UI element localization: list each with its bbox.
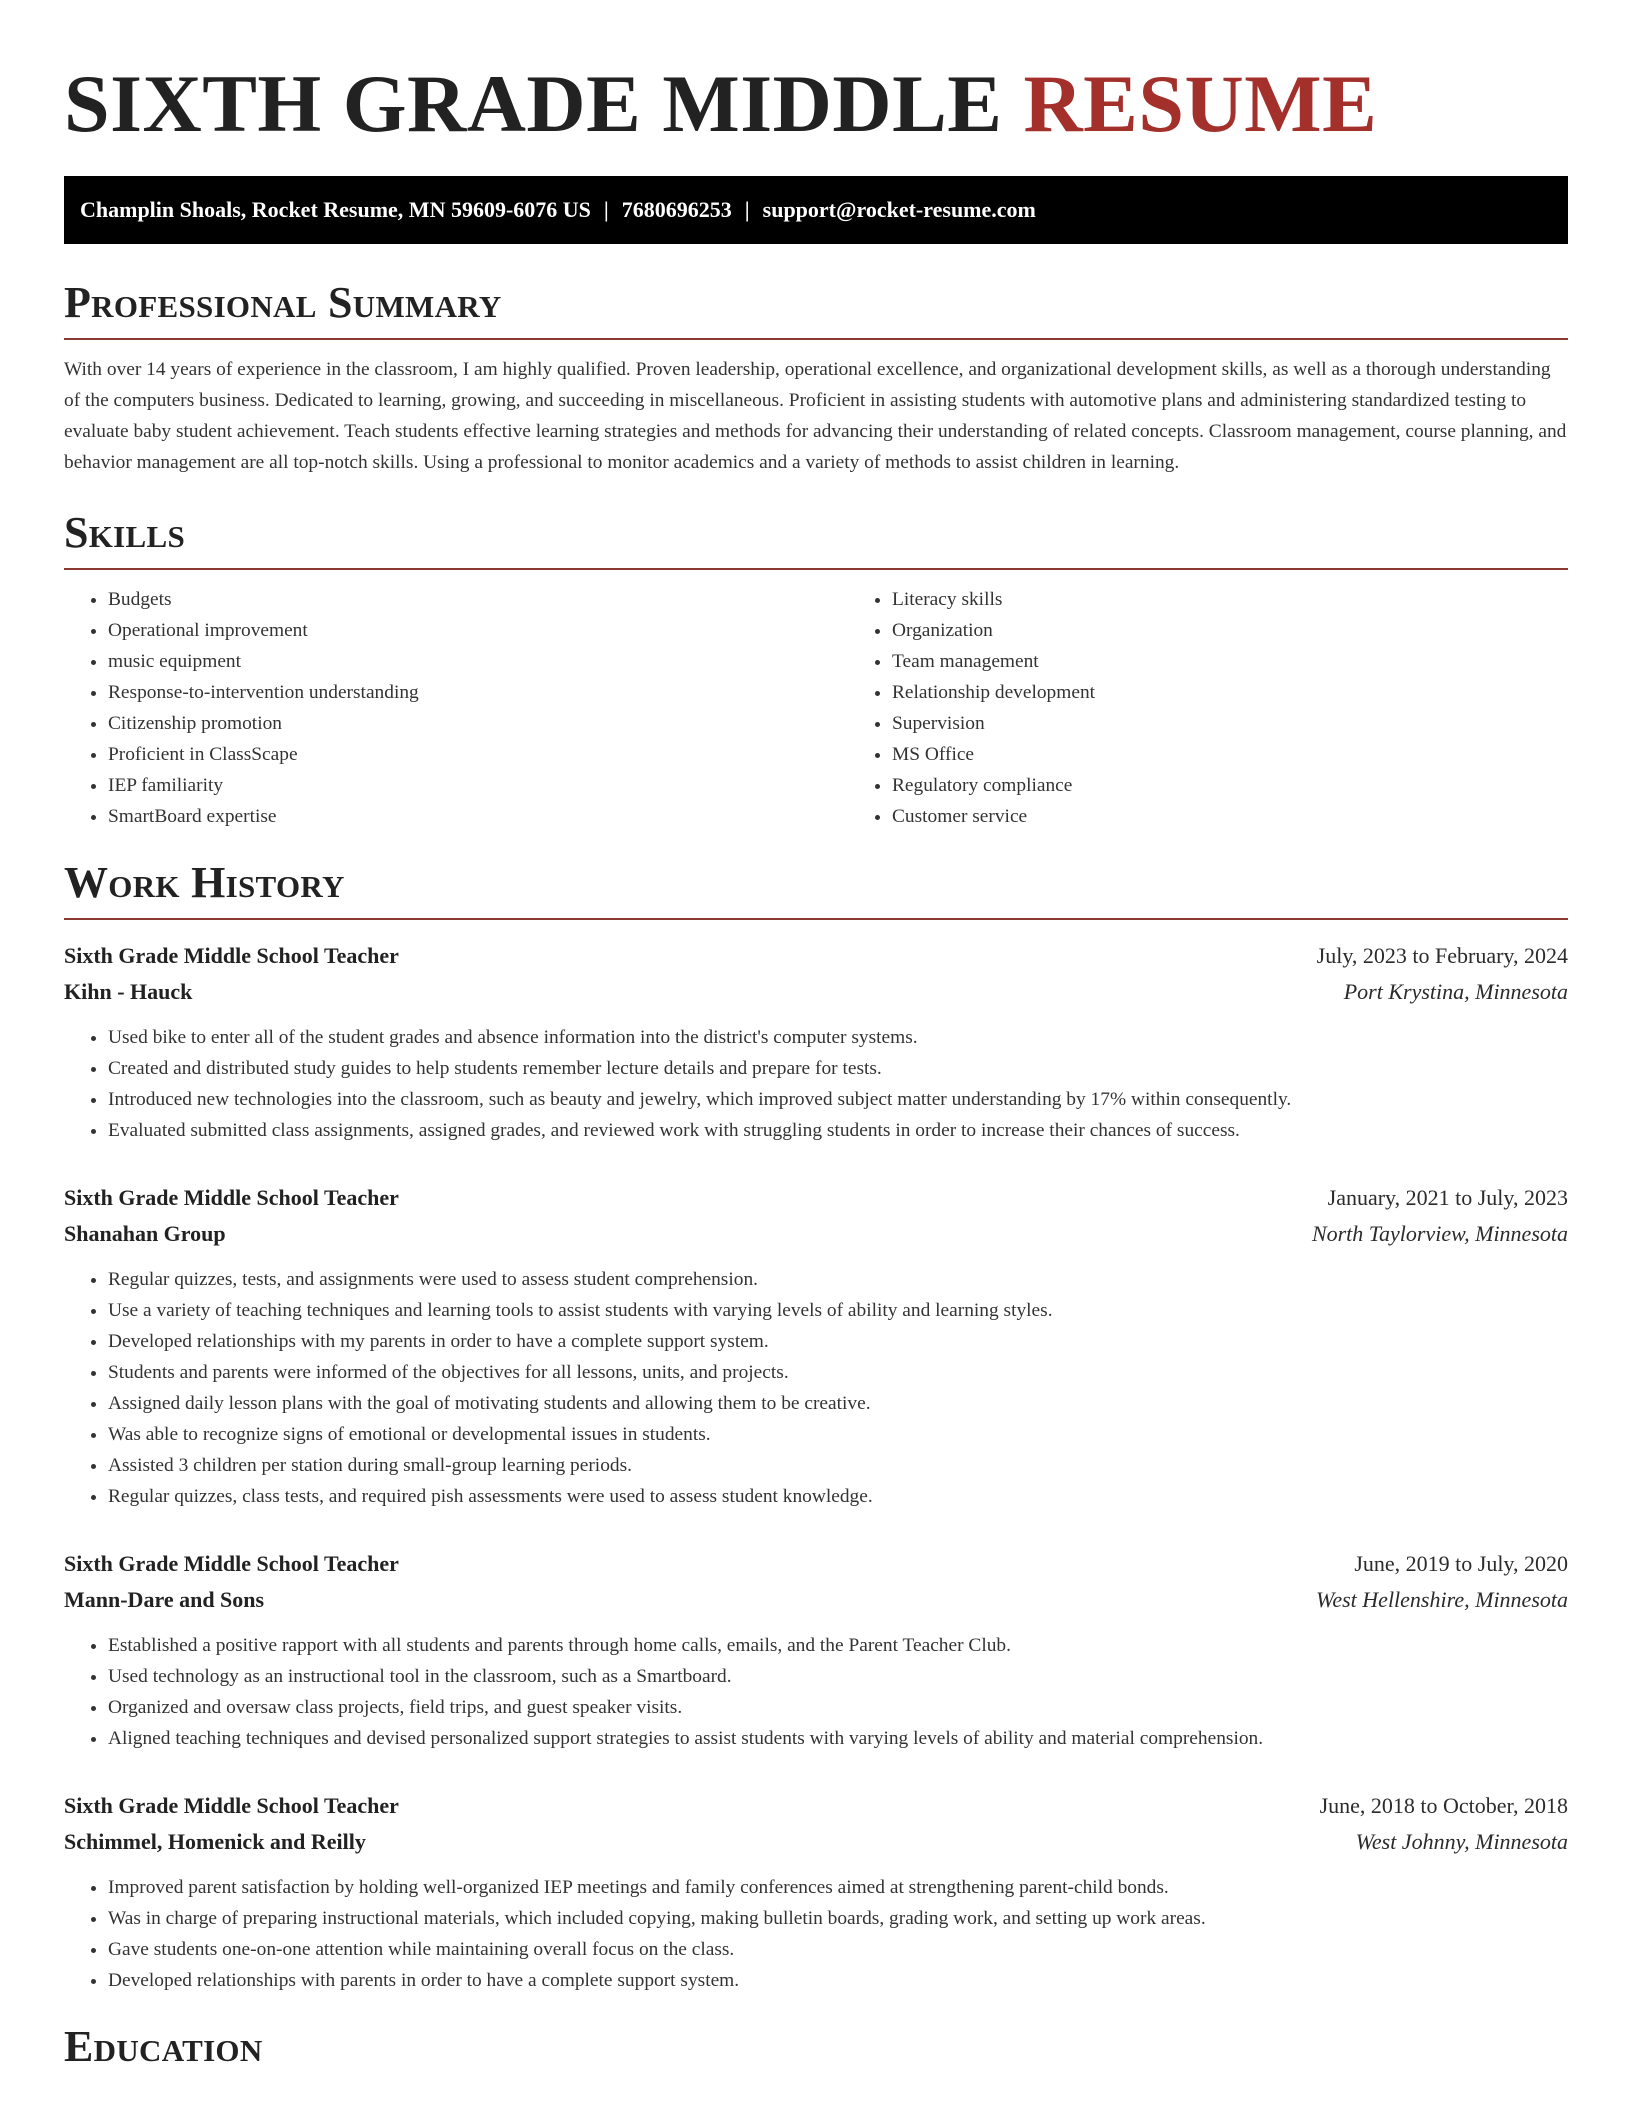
resume-title-main: SIXTH GRADE MIDDLE bbox=[64, 58, 1003, 149]
skill-item: • SmartBoard expertise bbox=[108, 801, 848, 832]
job-bullet: • Was able to recognize signs of emotional or developmental issues in students. bbox=[108, 1419, 1568, 1450]
job-header-row bbox=[64, 938, 1568, 974]
skill-item: • Organization bbox=[892, 615, 1568, 646]
job-bullet: • Created and distributed study guides to help students remember lecture details and prepare for tests. bbox=[108, 1053, 1568, 1084]
job-header-row bbox=[64, 1546, 1568, 1582]
contact-separator: | bbox=[603, 197, 609, 222]
job-bullets bbox=[64, 1264, 1568, 1512]
job-bullets bbox=[64, 1872, 1568, 1996]
job-bullet: • Organized and oversaw class projects, field trips, and guest speaker visits. bbox=[108, 1692, 1568, 1723]
job-bullet: • Gave students one-on-one attention while maintaining overall focus on the class. bbox=[108, 1934, 1568, 1965]
job-entry bbox=[64, 938, 1568, 1146]
job-company-row bbox=[64, 974, 1568, 1010]
skill-item: • Budgets bbox=[108, 584, 848, 615]
resume-page bbox=[64, 0, 1568, 2072]
job-bullet: • Used bike to enter all of the student grades and absence information into the district's computer systems. bbox=[108, 1022, 1568, 1053]
section-divider bbox=[64, 568, 1568, 570]
job-company: Shanahan Group bbox=[64, 1221, 226, 1246]
job-bullet: • Used technology as an instructional tool in the classroom, such as a Smartboard. bbox=[108, 1661, 1568, 1692]
job-company-row bbox=[64, 1582, 1568, 1618]
job-location: West Hellenshire, Minnesota bbox=[1316, 1587, 1568, 1612]
job-bullet: • Introduced new technologies into the classroom, such as beauty and jewelry, which improved subject matter understanding by 17% within consequently. bbox=[108, 1084, 1568, 1115]
job-header-row bbox=[64, 1788, 1568, 1824]
job-title: Sixth Grade Middle School Teacher bbox=[64, 1185, 399, 1210]
job-entry bbox=[64, 1546, 1568, 1754]
job-title: Sixth Grade Middle School Teacher bbox=[64, 1793, 399, 1818]
skills-column-right bbox=[848, 584, 1568, 832]
skill-item: • Proficient in ClassScape bbox=[108, 739, 848, 770]
skill-item: • IEP familiarity bbox=[108, 770, 848, 801]
contact-separator: | bbox=[744, 197, 750, 222]
skill-item: • music equipment bbox=[108, 646, 848, 677]
contact-phone: 7680696253 bbox=[621, 197, 732, 222]
job-bullet: • Evaluated submitted class assignments, assigned grades, and reviewed work with struggling students in order to increase their chances of success. bbox=[108, 1115, 1568, 1146]
job-company: Kihn - Hauck bbox=[64, 979, 193, 1004]
job-bullet: • Students and parents were informed of the objectives for all lessons, units, and projects. bbox=[108, 1357, 1568, 1388]
job-bullet: • Assisted 3 children per station during small-group learning periods. bbox=[108, 1450, 1568, 1481]
skill-item: • Customer service bbox=[892, 801, 1568, 832]
skill-item: • Operational improvement bbox=[108, 615, 848, 646]
skills-column-left bbox=[64, 584, 848, 832]
contact-address: Champlin Shoals, Rocket Resume, MN 59609-6076 US bbox=[80, 197, 591, 222]
skill-item: • Supervision bbox=[892, 708, 1568, 739]
job-company: Schimmel, Homenick and Reilly bbox=[64, 1829, 366, 1854]
skill-item: • MS Office bbox=[892, 739, 1568, 770]
skill-item: • Response-to-intervention understanding bbox=[108, 677, 848, 708]
contact-bar bbox=[64, 176, 1568, 244]
resume-title-accent: RESUME bbox=[1023, 58, 1378, 149]
job-location: Port Krystina, Minnesota bbox=[1343, 979, 1568, 1004]
job-bullet: • Developed relationships with my parents in order to have a complete support system. bbox=[108, 1326, 1568, 1357]
job-dates: June, 2018 to October, 2018 bbox=[1319, 1793, 1568, 1818]
section-title-skills: Skills bbox=[64, 508, 186, 557]
skills-list bbox=[64, 584, 1568, 832]
job-bullet: • Regular quizzes, class tests, and required pish assessments were used to assess student knowledge. bbox=[108, 1481, 1568, 1512]
job-company-row bbox=[64, 1216, 1568, 1252]
skill-item: • Regulatory compliance bbox=[892, 770, 1568, 801]
section-title-summary: Professional Summary bbox=[64, 278, 502, 327]
section-title-work-history: Work History bbox=[64, 858, 345, 907]
job-bullets bbox=[64, 1022, 1568, 1146]
job-bullet: • Use a variety of teaching techniques and learning tools to assist students with varying levels of ability and learning styles. bbox=[108, 1295, 1568, 1326]
job-bullet: • Developed relationships with parents in order to have a complete support system. bbox=[108, 1965, 1568, 1996]
job-dates: January, 2021 to July, 2023 bbox=[1327, 1185, 1568, 1210]
job-title: Sixth Grade Middle School Teacher bbox=[64, 1551, 399, 1576]
section-divider bbox=[64, 338, 1568, 340]
job-entry bbox=[64, 1788, 1568, 1996]
summary-text: With over 14 years of experience in the classroom, I am highly qualified. Proven leadership, operational excellence, and organizational development skills, as well as a thorough understanding of the computers business. Dedicated to learning, growing, and succeeding in miscellaneous. Proficient in assisting students with automotive plans and administering standardized testing to evaluate baby student achievement. Teach students effective learning strategies and methods for advancing their understanding of related concepts. Classroom management, course planning, and behavior management are all top-notch skills. Using a professional to monitor academics and a variety of methods to assist children in learning. bbox=[64, 359, 1567, 473]
job-bullets bbox=[64, 1630, 1568, 1754]
skill-item: • Literacy skills bbox=[892, 584, 1568, 615]
job-bullet: • Aligned teaching techniques and devised personalized support strategies to assist students with varying levels of ability and material comprehension. bbox=[108, 1723, 1568, 1754]
job-location: North Taylorview, Minnesota bbox=[1311, 1221, 1568, 1246]
job-company-row bbox=[64, 1824, 1568, 1860]
skill-item: • Team management bbox=[892, 646, 1568, 677]
job-company: Mann-Dare and Sons bbox=[64, 1587, 265, 1612]
skill-item: • Relationship development bbox=[892, 677, 1568, 708]
job-bullet: • Regular quizzes, tests, and assignments were used to assess student comprehension. bbox=[108, 1264, 1568, 1295]
section-divider bbox=[64, 918, 1568, 920]
job-bullet: • Improved parent satisfaction by holding well-organized IEP meetings and family conferences aimed at strengthening parent-child bonds. bbox=[108, 1872, 1568, 1903]
job-bullet: • Was in charge of preparing instructional materials, which included copying, making bulletin boards, grading work, and setting up work areas. bbox=[108, 1903, 1568, 1934]
job-title: Sixth Grade Middle School Teacher bbox=[64, 943, 399, 968]
resume-title bbox=[64, 0, 1568, 150]
job-entry bbox=[64, 1180, 1568, 1512]
job-location: West Johnny, Minnesota bbox=[1355, 1829, 1568, 1854]
job-bullet: • Established a positive rapport with all students and parents through home calls, emails, and the Parent Teacher Club. bbox=[108, 1630, 1568, 1661]
job-dates: June, 2019 to July, 2020 bbox=[1354, 1551, 1568, 1576]
job-dates: July, 2023 to February, 2024 bbox=[1316, 943, 1568, 968]
skill-item: • Citizenship promotion bbox=[108, 708, 848, 739]
contact-email[interactable]: support@rocket-resume.com bbox=[762, 197, 1036, 222]
section-title-education: Education bbox=[64, 2022, 263, 2071]
job-bullet: • Assigned daily lesson plans with the goal of motivating students and allowing them to be creative. bbox=[108, 1388, 1568, 1419]
job-header-row bbox=[64, 1180, 1568, 1216]
